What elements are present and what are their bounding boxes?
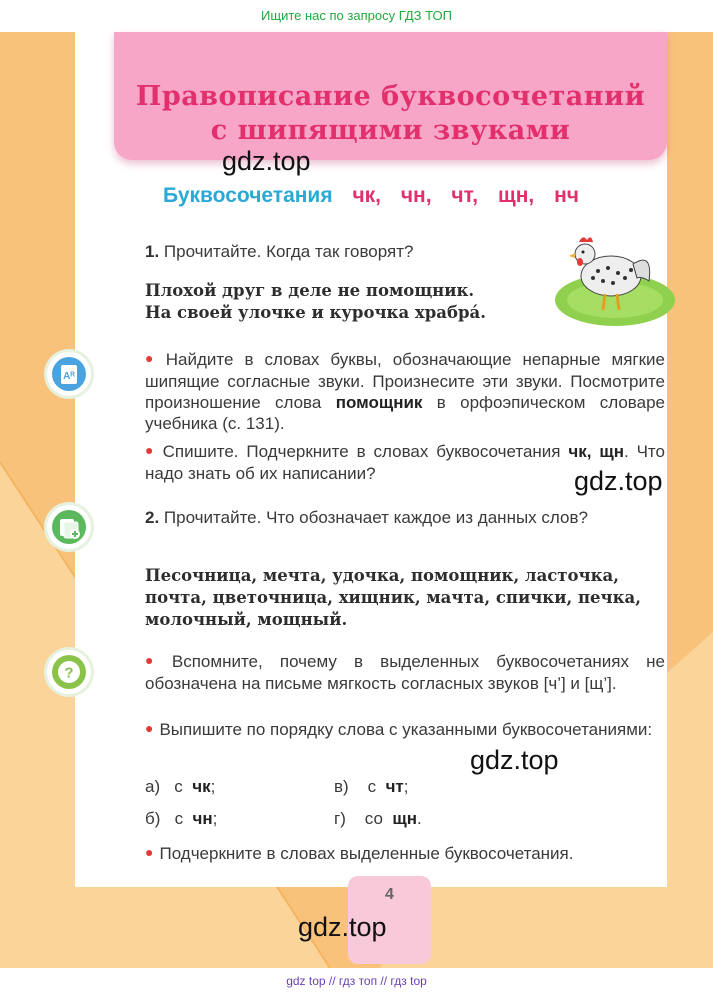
option-prep: с <box>174 809 184 828</box>
letter-combo: чн, <box>400 184 432 207</box>
page-title <box>114 80 667 148</box>
option-end: ; <box>210 777 216 796</box>
option-prep: со <box>364 809 383 828</box>
hen-illustration <box>553 226 678 328</box>
exercise-prompt: Прочитайте. Что обозначает каждое из данных слов? <box>163 508 588 527</box>
watermark: gdz.top <box>222 146 311 176</box>
option-letters: чт <box>385 777 404 796</box>
exercise-2-prompt <box>145 507 665 528</box>
option-letters: чк <box>192 777 211 796</box>
task-text: Вспомните, почему в выделенных буквосочетаниях не обозначена на письме мягкость согласных звуков <box>145 652 665 693</box>
proverb: На своей улочке и курочка храбра́. <box>145 303 486 322</box>
task-4 <box>145 719 665 741</box>
option-label: в) <box>334 777 349 796</box>
exercise-prompt: Прочитайте. Когда так говорят? <box>163 242 414 261</box>
option-b <box>145 809 217 829</box>
letter-combo: щн, <box>497 184 535 207</box>
option-prep: с <box>367 777 377 796</box>
bullet: ● <box>145 720 154 736</box>
option-end: ; <box>403 777 409 796</box>
option-v <box>334 777 409 797</box>
watermark: gdz.top <box>470 745 559 775</box>
exercise-number: 1. <box>145 242 160 261</box>
task-1 <box>145 349 665 434</box>
title-line-2: с шипящими звуками <box>210 115 571 146</box>
dictionary-icon[interactable] <box>47 352 91 396</box>
watermark: gdz.top <box>298 912 387 942</box>
option-label: г) <box>334 809 346 828</box>
sound-notation: [ч’] и [щ’]. <box>543 674 617 693</box>
option-a <box>145 777 215 797</box>
bullet: ● <box>145 350 160 366</box>
option-letters: щн <box>392 809 418 828</box>
bullet: ● <box>145 844 154 860</box>
bullet: ● <box>145 652 166 668</box>
task-3 <box>145 651 665 694</box>
word-line: Песочница, мечта, удочка, помощник, ласточка, <box>145 566 619 585</box>
title-line-1: Правописание буквосочетаний <box>135 81 646 112</box>
letter-combo: нч <box>554 184 579 207</box>
proverb: Плохой друг в деле не помощник. <box>145 281 475 300</box>
punctuation: , <box>586 442 592 461</box>
word-line: почта, цветочница, хищник, мачта, спички, печка, <box>145 588 641 607</box>
word-list <box>145 565 665 631</box>
task-text: Спишите. Подчеркните в словах буквосочетания <box>162 442 561 461</box>
watermark: gdz.top <box>574 466 663 496</box>
bottom-banner[interactable]: gdz top // гдз топ // гдз top <box>286 974 427 988</box>
option-label: б) <box>145 809 161 828</box>
word-line: молочный, мощный. <box>145 610 348 629</box>
top-banner[interactable]: Ищите нас по запросу ГДЗ ТОП <box>261 8 452 23</box>
question-icon[interactable] <box>47 650 91 694</box>
task-5 <box>145 843 665 865</box>
subtitle-label: Буквосочетания <box>163 184 333 207</box>
option-prep: с <box>174 777 183 796</box>
highlighted-letters: чк <box>568 442 587 461</box>
option-letters: чн <box>192 809 213 828</box>
letter-combo: чк, <box>352 184 381 207</box>
notebook-icon[interactable] <box>47 505 91 549</box>
highlighted-word: помощник <box>335 393 423 412</box>
option-g <box>334 809 422 829</box>
task-text: Выпишите по порядку слова с указанными буквосочетаниями: <box>159 720 653 739</box>
option-end: ; <box>212 809 218 828</box>
task-text: Найдите в словах буквы, обозначающие непарные мягкие шипящие согласные звуки. Произнесите эти звуки. Посмотрите произношение слова <box>145 350 665 412</box>
subtitle <box>75 184 667 208</box>
svg-text:?: ? <box>64 664 74 682</box>
option-label: а) <box>145 777 161 796</box>
bullet: ● <box>145 442 157 458</box>
task-text: в орфоэпическом словаре учебника (с. 131). <box>145 393 666 433</box>
svg-text:Aᴿ: Aᴿ <box>63 371 75 382</box>
letter-combo: чт, <box>451 184 479 207</box>
page-number: 4 <box>385 886 394 903</box>
exercise-1-prompt <box>145 241 525 262</box>
task-text: . Что надо знать об их написании? <box>145 442 665 483</box>
option-end: . <box>417 809 422 828</box>
exercise-number: 2. <box>145 508 160 527</box>
task-text: Подчеркните в словах выделенные буквосочетания. <box>159 844 574 863</box>
highlighted-letters: щн <box>599 442 624 461</box>
proverbs <box>145 280 486 324</box>
